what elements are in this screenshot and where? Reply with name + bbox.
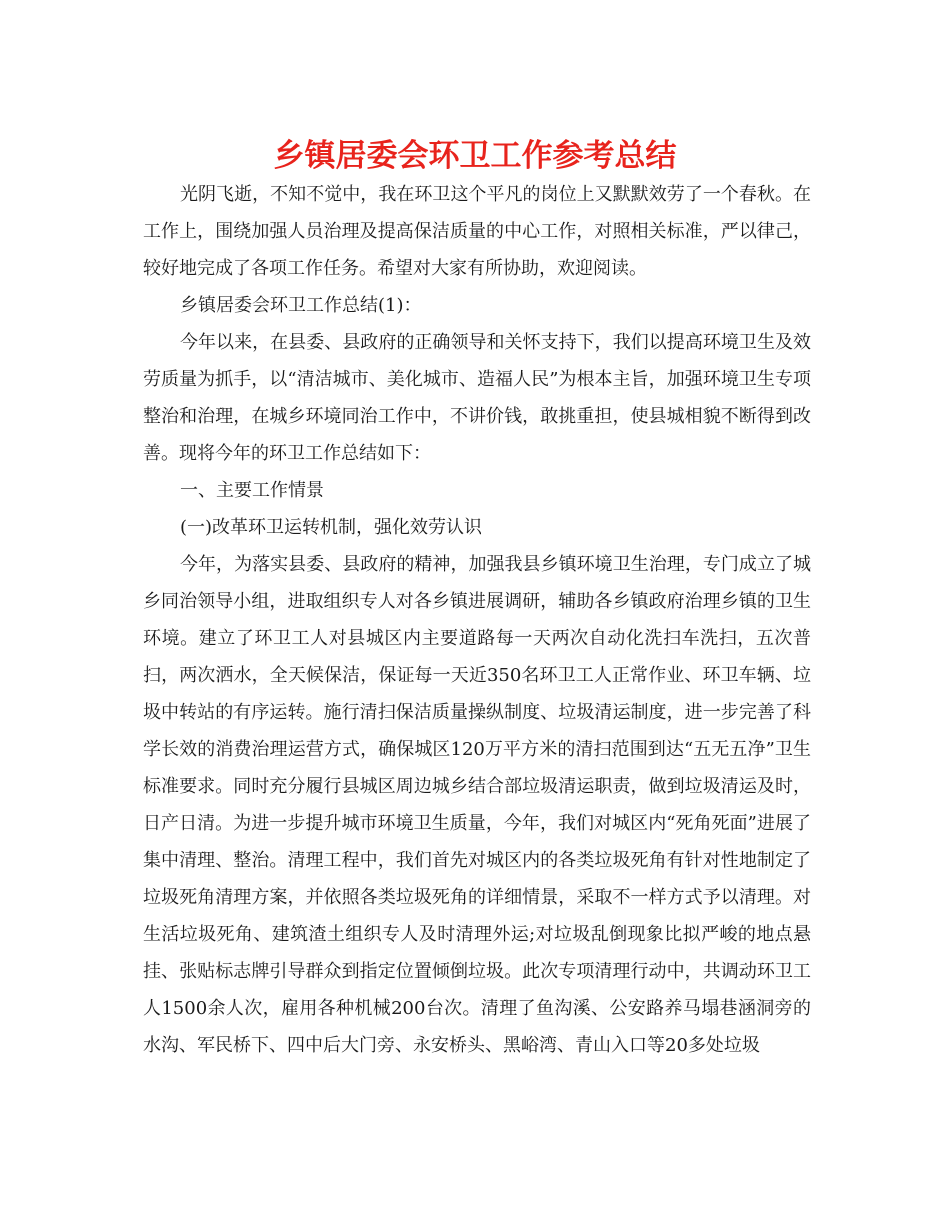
summary-paragraph: 今年以来，在县委、县政府的正确领导和关怀支持下，我们以提高环境卫生及效劳质量为抓手，以“清洁城市、美化城市、造福人民”为根本主旨，加强环境卫生专项整治和治理，在城乡环境同治工作中，不讲价钱，敢挑重担，使县城相貌不断得到改善。现将今年的环卫工作总结如下：: [143, 332, 811, 464]
document-body: [143, 176, 811, 1064]
section-heading-summary-1: 乡镇居委会环卫工作总结(1)：: [180, 295, 422, 316]
work-detail-paragraph: 今年，为落实县委、县政府的精神，加强我县乡镇环境卫生治理，专门成立了城乡同治领导小组，进取组织专人对各乡镇进展调研，辅助各乡镇政府治理乡镇的卫生环境。建立了环卫工人对县城区内主要道路每一天两次自动化洗扫车洗扫，五次普扫，两次洒水，全天候保洁，保证每一天近350名环卫工人正常作业、环卫车辆、垃圾中转站的有序运转。施行清扫保洁质量操纵制度、垃圾清运制度，进一步完善了科学长效的消费治理运营方式，确保城区120万平方米的清扫范围到达“五无五净”卫生标准要求。同时充分履行县城区周边城乡结合部垃圾清运职责，做到垃圾清运及时，日产日清。为进一步提升城市环境卫生质量，今年，我们对城区内“死角死面”进展了集中清理、整治。清理工程中，我们首先对城区内的各类垃圾死角有针对性地制定了垃圾死角清理方案，并依照各类垃圾死角的详细情景，采取不一样方式予以清理。对生活垃圾死角、建筑渣土组织专人及时清理外运;对垃圾乱倒现象比拟严峻的地点悬挂、张贴标志牌引导群众到指定位置倾倒垃圾。此次专项清理行动中，共调动环卫工人1500余人次，雇用各种机械200台次。清理了鱼沟溪、公安路养马塌巷涵洞旁的水沟、军民桥下、四中后大门旁、永安桥头、黑峪湾、青山入口等20多处垃圾: [143, 554, 811, 1056]
subsection-heading-reform: (一)改革环卫运转机制，强化效劳认识: [180, 517, 483, 538]
intro-paragraph: 光阴飞逝，不知不觉中，我在环卫这个平凡的岗位上又默默效劳了一个春秋。在工作上，围绕加强人员治理及提高保洁质量的中心工作，对照相关标准，严以律己，较好地完成了各项工作任务。希望对大家有所协助，欢迎阅读。: [143, 184, 811, 279]
document-title: 乡镇居委会环卫工作参考总结: [273, 138, 677, 174]
section-heading-main-work: 一、主要工作情景: [180, 480, 324, 501]
